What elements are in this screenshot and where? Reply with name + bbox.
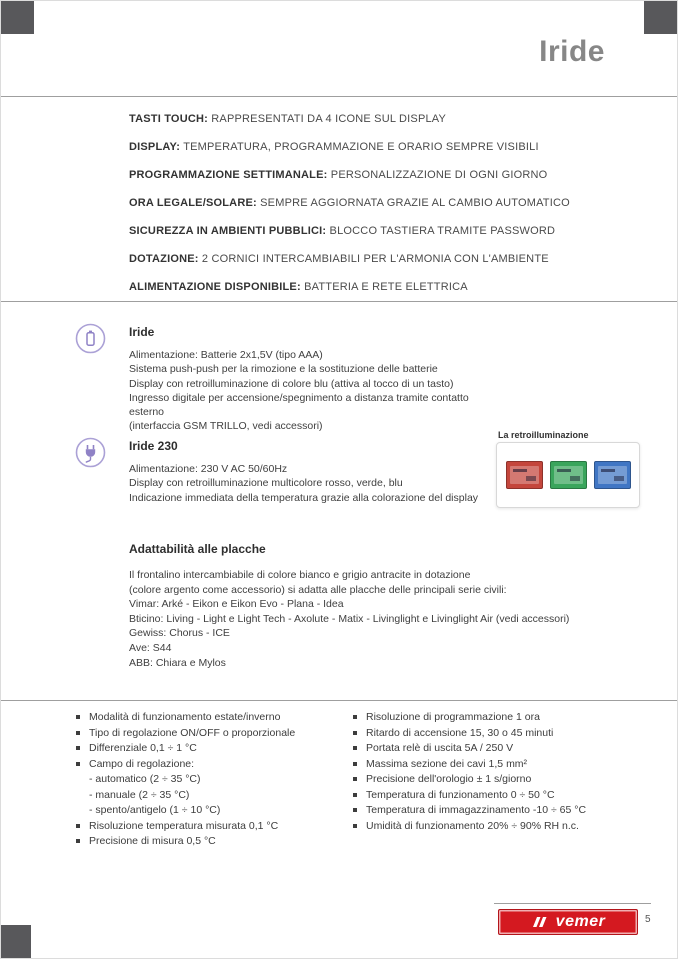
- plates-section-body: [129, 568, 569, 670]
- spec-item: [76, 759, 336, 770]
- feature-label: ORA LEGALE/SOLARE:: [129, 197, 257, 209]
- bullet-square: [353, 731, 357, 735]
- plates-line: ABB: Chiara e Mylos: [129, 656, 226, 669]
- page-title: Iride: [539, 35, 605, 68]
- plates-line: Il frontalino intercambiabile di colore bianco e grigio antracite in dotazione: [129, 569, 471, 581]
- feature-item: [129, 198, 570, 209]
- corner-mark-top-left: [1, 1, 34, 34]
- product-title: Iride 230: [129, 439, 178, 453]
- corner-mark-bottom-left: [1, 925, 31, 958]
- plates-line: Vimar: Arké - Eikon e Eikon Evo - Plana - Idea: [129, 598, 344, 611]
- page-number: 5: [645, 914, 651, 925]
- feature-item: [129, 226, 570, 237]
- spec-item: [353, 821, 653, 832]
- spec-text: Precisione di misura 0,5 °C: [89, 835, 216, 847]
- spec-item: [353, 743, 653, 754]
- display-blue-swatch: [594, 461, 631, 489]
- spec-item: [76, 743, 336, 754]
- feature-label: PROGRAMMAZIONE SETTIMANALE:: [129, 169, 328, 181]
- feature-item: [129, 114, 570, 125]
- plates-section-title: Adattabilità alle placche: [129, 542, 266, 556]
- product-line: Ingresso digitale per accensione/spegnimento a distanza tramite contatto esterno: [129, 391, 469, 419]
- feature-item: [129, 254, 570, 265]
- bullet-square: [353, 777, 357, 781]
- plates-line: Gewiss: Chorus - ICE: [129, 627, 230, 640]
- spec-item: [353, 712, 653, 723]
- bullet-square: [353, 762, 357, 766]
- bullet-square: [353, 715, 357, 719]
- product-body: [129, 325, 499, 434]
- spec-text: Differenziale 0,1 ÷ 1 °C: [89, 742, 197, 754]
- feature-label: DOTAZIONE:: [129, 253, 199, 265]
- specs-column-right: [353, 712, 653, 836]
- product-line: Indicazione immediata della temperatura grazie alla colorazione del display: [129, 491, 479, 504]
- plug-icon: [75, 437, 106, 468]
- spec-item: [353, 790, 653, 801]
- vemer-logo-text: vemer: [555, 913, 606, 930]
- feature-text: TEMPERATURA, PROGRAMMAZIONE E ORARIO SEMPRE VISIBILI: [183, 141, 539, 153]
- product-body: [129, 439, 499, 505]
- plates-line: Ave: S44: [129, 641, 172, 654]
- bullet-square: [76, 839, 80, 843]
- header-divider: [1, 96, 677, 97]
- bullet-square: [76, 824, 80, 828]
- product-line: Display con retroilluminazione multicolore rosso, verde, blu: [129, 477, 403, 490]
- feature-text: PERSONALIZZAZIONE DI OGNI GIORNO: [330, 169, 548, 181]
- spec-text: Umidità di funzionamento 20% ÷ 90% RH n.c.: [366, 819, 579, 832]
- spec-item: [76, 712, 336, 723]
- spec-text: Massima sezione dei cavi 1,5 mm²: [366, 757, 528, 770]
- display-red-swatch: [506, 461, 543, 489]
- display-screen: [554, 466, 583, 484]
- battery-icon: [75, 323, 106, 354]
- display-screen: [510, 466, 539, 484]
- spec-item: [76, 728, 336, 739]
- spec-item: [353, 774, 653, 785]
- footer-divider: [494, 903, 651, 904]
- spec-item: [76, 836, 336, 847]
- spec-item: [353, 805, 653, 816]
- bullet-square: [76, 715, 80, 719]
- spec-text: Modalità di funzionamento estate/inverno: [89, 711, 281, 723]
- display-screen: [598, 466, 627, 484]
- plates-line: Bticino: Living - Light e Light Tech - Axolute - Matix - Livinglight e Livinglight Air (vedi accessori): [129, 612, 570, 625]
- spec-text: Campo di regolazione:: [89, 757, 195, 770]
- spec-text: - automatico (2 ÷ 35 °C): [89, 773, 201, 785]
- specs-column-left: [76, 712, 336, 852]
- spec-item: [353, 728, 653, 739]
- vemer-logo: [498, 909, 638, 935]
- bullet-square: [353, 746, 357, 750]
- spec-text: Portata relè di uscita 5A / 250 V: [366, 742, 514, 754]
- bullet-square: [353, 824, 357, 828]
- product-title: Iride: [129, 325, 155, 339]
- spec-item: [353, 759, 653, 770]
- feature-label: ALIMENTAZIONE DISPONIBILE:: [129, 281, 301, 293]
- product-line: (interfaccia GSM TRILLO, vedi accessori): [129, 420, 323, 433]
- spec-text: - manuale (2 ÷ 35 °C): [89, 788, 190, 801]
- bullet-square: [76, 762, 80, 766]
- product-line: Sistema push-push per la rimozione e la sostituzione delle batterie: [129, 363, 438, 376]
- spec-subitem: [76, 790, 336, 801]
- spec-text: Risoluzione di programmazione 1 ora: [366, 711, 540, 723]
- feature-item: [129, 170, 570, 181]
- vemer-logo-mark: [531, 915, 551, 929]
- bullet-square: [353, 793, 357, 797]
- display-green-swatch: [550, 461, 587, 489]
- section-divider: [1, 301, 677, 302]
- product-line: Alimentazione: Batterie 2x1,5V (tipo AAA): [129, 349, 323, 361]
- spec-subitem: [76, 774, 336, 785]
- feature-text: BATTERIA E RETE ELETTRICA: [304, 281, 468, 293]
- feature-item: [129, 282, 570, 293]
- backlight-caption: La retroilluminazione: [498, 430, 589, 440]
- feature-text: BLOCCO TASTIERA TRAMITE PASSWORD: [329, 225, 556, 237]
- specs-divider: [1, 700, 677, 701]
- spec-text: Precisione dell'orologio ± 1 s/giorno: [366, 773, 532, 785]
- spec-item: [76, 821, 336, 832]
- bullet-square: [76, 746, 80, 750]
- spec-subitem: [76, 805, 336, 816]
- bullet-square: [353, 808, 357, 812]
- feature-text: RAPPRESENTATI DA 4 ICONE SUL DISPLAY: [211, 113, 447, 125]
- feature-label: TASTI TOUCH:: [129, 113, 208, 125]
- feature-label: DISPLAY:: [129, 141, 181, 153]
- product-line: Alimentazione: 230 V AC 50/60Hz: [129, 463, 288, 475]
- spec-text: Risoluzione temperatura misurata 0,1 °C: [89, 819, 279, 832]
- spec-text: Temperatura di immagazzinamento -10 ÷ 65 °C: [366, 804, 587, 816]
- feature-label: SICUREZZA IN AMBIENTI PUBBLICI:: [129, 225, 327, 237]
- spec-text: Ritardo di accensione 15, 30 o 45 minuti: [366, 726, 554, 739]
- feature-item: [129, 142, 570, 153]
- features-list: [129, 114, 570, 310]
- plates-line: (colore argento come accessorio) si adatta alle placche delle principali serie civili:: [129, 583, 507, 596]
- product-line: Display con retroilluminazione di colore blu (attiva al tocco di un tasto): [129, 377, 454, 390]
- backlight-image: [496, 442, 640, 508]
- bullet-square: [76, 731, 80, 735]
- spec-text: Temperatura di funzionamento 0 ÷ 50 °C: [366, 788, 555, 801]
- corner-mark-top-right: [644, 1, 677, 34]
- spec-text: - spento/antigelo (1 ÷ 10 °C): [89, 804, 221, 816]
- feature-text: SEMPRE AGGIORNATA GRAZIE AL CAMBIO AUTOMATICO: [260, 197, 570, 209]
- feature-text: 2 CORNICI INTERCAMBIABILI PER L'ARMONIA CON L'AMBIENTE: [201, 253, 549, 265]
- spec-text: Tipo di regolazione ON/OFF o proporzionale: [89, 726, 296, 739]
